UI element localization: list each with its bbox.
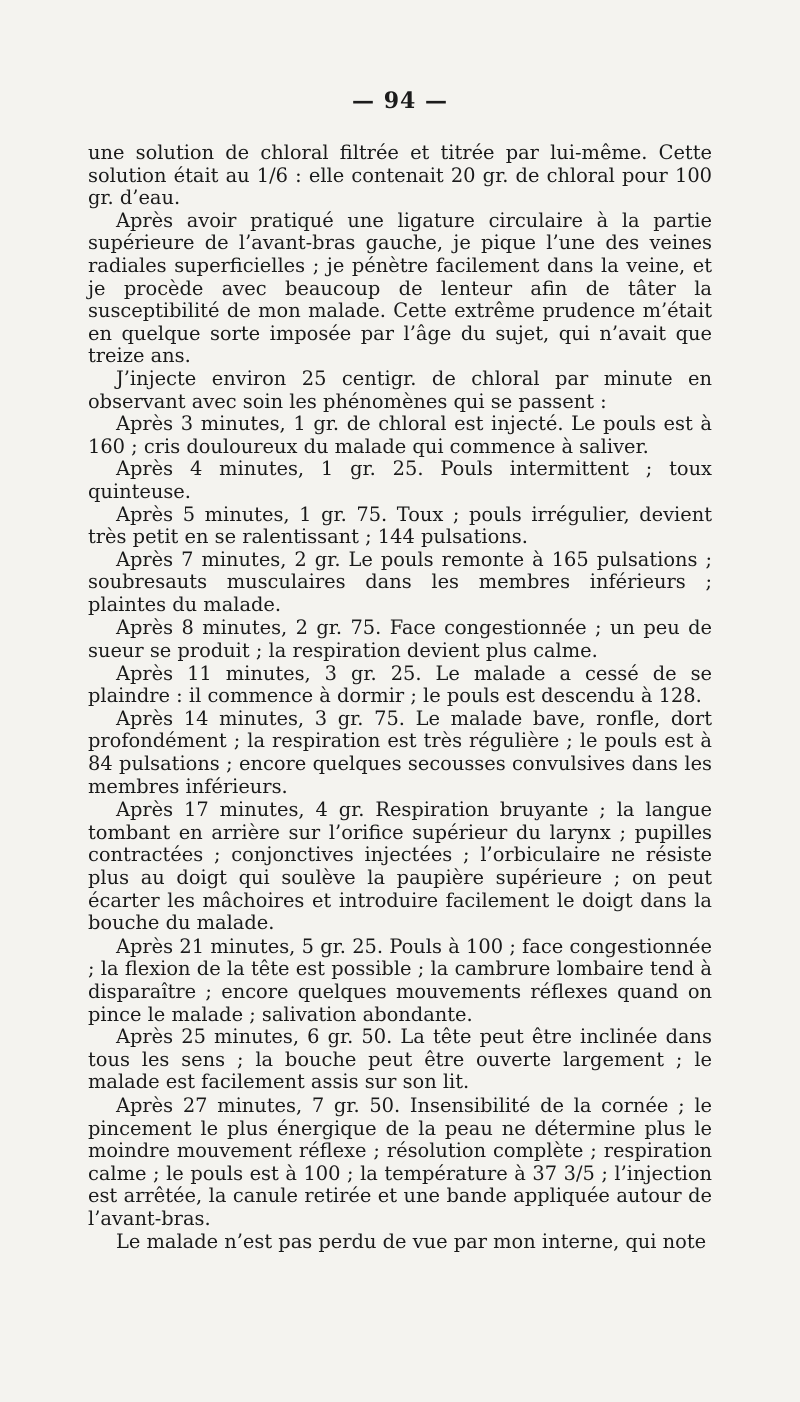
paragraph: Après 3 minutes, 1 gr. de chloral est injecté. Le pouls est à 160 ; cris douloureux du malade qui commence à saliver. xyxy=(88,412,712,458)
paragraph: Après 25 minutes, 6 gr. 50. La tête peut être inclinée dans tous les sens ; la bouche peut être ouverte largement ; le malade est facilement assis sur son lit. xyxy=(88,1025,712,1094)
paragraph: Après 14 minutes, 3 gr. 75. Le malade bave, ronfle, dort profondément ; la respiration est très régulière ; le pouls est à 84 pulsations ; encore quelques secousses convulsives dans les membres inférieurs. xyxy=(88,706,712,798)
paragraph: Après 11 minutes, 3 gr. 25. Le malade a cessé de se plaindre : il commence à dormir ; le pouls est descendu à 128. xyxy=(88,661,712,708)
paragraph: Après 17 minutes, 4 gr. Respiration bruyante ; la langue tombant en arrière sur l’orifice supérieur du larynx ; pupilles contractées ; conjonctives injectées ; l’orbiculaire ne résiste plus au doigt qui soulève la paupière supérieure ; on peut écarter les mâchoires et introduire facilement le doigt dans la bouche du malade. xyxy=(88,798,712,935)
body-text xyxy=(88,142,712,1253)
paragraph: Après 7 minutes, 2 gr. Le pouls remonte à 165 pulsations ; soubresauts musculaires dans les membres inférieurs ; plaintes du malade. xyxy=(88,547,712,616)
paragraph: Après 5 minutes, 1 gr. 75. Toux ; pouls irrégulier, devient très petit en se ralentissant ; 144 pulsations. xyxy=(88,502,712,549)
paragraph: Après 27 minutes, 7 gr. 50. Insensibilité de la cornée ; le pincement le plus énergique de la peau ne détermine plus le moindre mouvement réflexe ; résolution complète ; respiration calme ; le pouls est à 100 ; la température à 37 3/5 ; l’injection est arrêtée, la canule retirée et une bande appliquée autour de l’avant-bras. xyxy=(88,1093,712,1230)
paragraph: Après avoir pratiqué une ligature circulaire à la partie supérieure de l’avant-bras gauche, je pique l’une des veines radiales superficielles ; je pénètre facilement dans la veine, et je procède avec beaucoup de lenteur afin de tâter la susceptibilité de mon malade. Cette extrême prudence m’était en quelque sorte imposée par l’âge du sujet, qui n’avait que treize ans. xyxy=(88,208,712,368)
paragraph: J’injecte environ 25 centigr. de chloral par minute en observant avec soin les phénomènes qui se passent : xyxy=(88,366,712,413)
paragraph: une solution de chloral filtrée et titrée par lui-même. Cette solution était au 1/6 : elle contenait 20 gr. de chloral pour 100 gr. d’eau. xyxy=(88,141,712,210)
page-number: — 94 — xyxy=(352,88,448,114)
paragraph: Après 4 minutes, 1 gr. 25. Pouls intermittent ; toux quinteuse. xyxy=(88,457,712,503)
paragraph: Le malade n’est pas perdu de vue par mon interne, qui note xyxy=(116,1229,707,1253)
paragraph: Après 21 minutes, 5 gr. 25. Pouls à 100 ; face congestionnée ; la flexion de la tête est possible ; la cambrure lombaire tend à disparaître ; encore quelques mouvements réflexes quand on pince le malade ; salivation abondante. xyxy=(88,934,712,1026)
paragraph: Après 8 minutes, 2 gr. 75. Face congestionnée ; un peu de sueur se produit ; la respiration devient plus calme. xyxy=(88,616,712,663)
